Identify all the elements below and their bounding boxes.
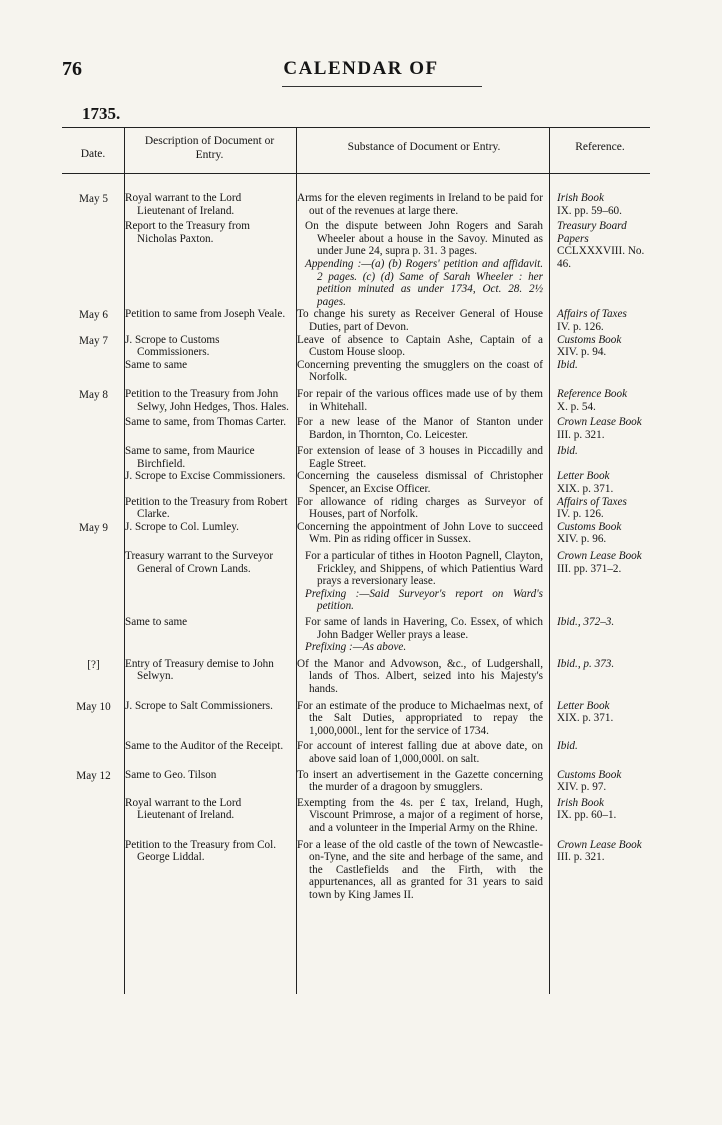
running-title: CALENDAR OF [283,58,439,79]
entry-description: Entry of Treasury demise to John Selwyn. [125,657,274,683]
entry-substance [297,220,549,308]
table-row [62,220,650,308]
reference-book: Customs Book [557,520,622,533]
reference-book: Irish Book [557,192,604,204]
entry-reference [549,496,650,521]
entry-substance: To insert an advertisement in the Gazette concerning the murder of a dragoon by smugglers. [297,768,543,794]
entry-reference [549,616,650,654]
table-row [62,192,650,217]
table-row [62,470,650,495]
entry-description: Petition to the Treasury from John Selwy, John Hedges, Thos. Hales. [125,387,289,413]
reference-book: Ibid. [557,358,578,371]
entry-description: Petition to same from Joseph Veale. [125,308,286,321]
entry-date: May 8 [79,388,108,401]
entry-substance: For extension of lease of 3 houses in Piccadilly and Eagle Street. [297,445,543,470]
reference-book: Affairs of Taxes [557,495,627,508]
entry-reference [549,359,650,384]
reference-book: Customs Book [557,768,622,781]
entry-date [62,416,125,441]
entry-description: Petition to the Treasury from Col. George Liddal. [125,838,277,864]
reference-book: Ibid., 372–3. [557,616,615,628]
entry-date [62,445,125,470]
title-rule [282,86,482,87]
entry-substance: Concerning the appointment of John Love to succeed Wm. Pin as riding officer in Sussex. [297,520,543,546]
table-row [62,496,650,521]
entry-reference [549,220,650,308]
entry-date [62,359,125,384]
entry-reference [549,658,650,696]
table-row [62,616,650,654]
reference-book: Ibid. [557,445,578,458]
substance-prefixing: Prefixing :—As above. [305,641,407,654]
table-row [62,769,650,794]
table-row [62,334,650,359]
entry-description: Same to same, from Thomas Carter. [125,416,287,429]
entry-substance: Exempting from the 4s. per £ tax, Ireland, Hugh, Viscount Primrose, a major of a regiment of horse, and a volunteer in the Imperial Army on the Rhine. [297,796,543,834]
table-row [62,521,650,546]
reference-volume: CCLXXXVIII. No. 46. [557,245,645,270]
table-row [62,658,650,696]
table-row [62,839,650,902]
table-row [62,445,650,470]
entry-substance: For a new lease of the Manor of Stanton under Bardon, in Thornton, Co. Leicester. [297,416,543,441]
reference-volume: X. p. 54. [557,400,596,413]
substance-prefixing: Prefixing :—Said Surveyor's report on Ward's petition. [305,587,543,613]
entry-date: May 9 [79,521,108,534]
header-reference: Reference. [575,141,625,153]
entry-date: May 5 [79,193,108,205]
table-row [62,797,650,835]
reference-book: Crown Lease Book [557,838,642,851]
reference-volume: XIX. p. 371. [557,483,614,496]
table-row [62,740,650,765]
entry-reference [549,388,650,413]
table-row [62,308,650,333]
entry-date [62,740,125,765]
reference-volume: IV. p. 126. [557,508,604,521]
entry-substance: For allowance of riding charges as Surveyor of Houses, part of Norfolk. [297,495,543,521]
entry-description: Same to same [125,616,188,628]
reference-volume: XIV. p. 94. [557,346,607,359]
substance-main: For same of lands in Havering, Co. Essex, of which John Badger Weller prays a lease. [305,616,543,641]
table-row [62,550,650,613]
header-date: Date. [80,148,106,160]
table-row [62,388,650,413]
reference-volume: III. p. 321. [557,428,605,441]
reference-volume: III. p. 321. [557,851,605,864]
entry-reference [549,334,650,359]
table-row [62,416,650,441]
entry-reference [549,740,650,765]
entry-reference [549,308,650,333]
entry-reference [549,470,650,495]
reference-book: Crown Lease Book [557,416,642,429]
reference-book: Customs Book [557,333,622,346]
entry-reference [549,839,650,902]
reference-volume: IV. p. 126. [557,320,604,333]
reference-book: Treasury Board Papers [557,220,627,245]
page-number: 76 [62,58,82,80]
header-substance: Substance of Document or Entry. [347,141,501,153]
top-rule [62,127,650,128]
entry-reference [549,416,650,441]
entry-date: [?] [87,658,100,671]
entry-substance: Of the Manor and Advowson, &c., of Ludgershall, lands of Thos. Albert, seized into his Majesty's hands. [297,657,543,695]
table-row [62,700,650,738]
reference-volume: IX. pp. 60–1. [557,809,617,822]
reference-book: Letter Book [557,699,610,712]
entry-date [62,797,125,835]
entry-description: Same to the Auditor of the Receipt. [125,740,284,753]
entry-description: Treasury warrant to the Surveyor General of Crown Lands. [125,550,274,575]
entry-date: May 10 [76,700,111,713]
reference-book: Ibid., p. 373. [557,657,615,670]
entry-description: Report to the Treasury from Nicholas Paxton. [125,220,250,245]
reference-volume: III. pp. 371–2. [557,562,622,575]
entry-reference [549,797,650,835]
year-heading: 1735. [82,104,121,123]
substance-main: For a particular of tithes in Hooton Pagnell, Clayton, Frickley, and Shippens, of which Patientius Ward prays a reversionary lease. [305,550,543,588]
entry-substance: For an estimate of the produce to Michaelmas next, of the Salt Duties, appropriated to repay the 1,000,000l., lent for the service of 1734. [297,699,543,737]
table-row [62,359,650,384]
entry-substance: For a lease of the old castle of the town of Newcastle-on-Tyne, and the site and herbage of the same, and the Castlefields and the Firth, with the appurtenances, all as granted for 31 years to said town by King James II. [297,838,543,901]
entry-reference [549,521,650,546]
entry-description: Same to same [125,358,188,371]
entry-substance: For repair of the various offices made use of by them in Whitehall. [297,387,543,413]
entry-reference [549,769,650,794]
entry-substance: Concerning the causeless dismissal of Christopher Spencer, an Excise Officer. [297,470,543,496]
entry-substance [297,550,549,613]
entry-date [62,550,125,613]
entry-reference [549,445,650,470]
entry-date: May 7 [79,334,108,347]
reference-book: Affairs of Taxes [557,308,627,321]
reference-volume: XIV. p. 96. [557,533,607,546]
reference-volume: XIX. p. 371. [557,712,614,725]
entry-description: Royal warrant to the Lord Lieutenant of Ireland. [125,796,242,822]
reference-book: Irish Book [557,796,604,809]
entry-description: Royal warrant to the Lord Lieutenant of Ireland. [125,192,242,217]
entry-reference [549,550,650,613]
entry-substance [297,616,549,654]
reference-book: Crown Lease Book [557,550,642,563]
reference-book: Ibid. [557,740,578,753]
reference-book: Reference Book [557,387,628,400]
entry-date [62,496,125,521]
entry-date [62,839,125,902]
entry-description: J. Scrope to Customs Commissioners. [125,333,220,359]
entry-description: J. Scrope to Col. Lumley. [125,520,239,533]
header-description: Description of Document or Entry. [144,135,275,161]
entry-substance: For account of interest falling due at above date, on above said loan of 1,000,000l. on salt. [297,740,543,765]
entry-substance: Arms for the eleven regiments in Ireland to be paid for out of the revenues at large there. [297,192,543,217]
entry-reference [549,700,650,738]
entry-substance: Leave of absence to Captain Ashe, Captain of a Custom House sloop. [297,333,543,359]
entry-reference [549,192,650,217]
entry-description: Same to same, from Maurice Birchfield. [125,445,255,470]
entry-date: May 6 [79,309,108,322]
entry-date: May 12 [76,769,111,782]
entry-date [62,470,125,495]
entry-description: J. Scrope to Excise Commissioners. [125,470,286,483]
entry-date [62,220,125,308]
reference-book: Letter Book [557,470,610,483]
entry-date [62,616,125,654]
entry-substance: To change his surety as Receiver General of House Duties, part of Devon. [297,308,543,333]
header-rule [62,173,650,174]
reference-volume: IX. pp. 59–60. [557,204,622,217]
substance-main: On the dispute between John Rogers and Sarah Wheeler about a house in the Savoy. Minuted as under June 24, supra p. 31. 3 pages. [305,220,543,258]
reference-volume: XIV. p. 97. [557,781,607,794]
entry-description: Petition to the Treasury from Robert Clarke. [125,495,288,521]
entry-description: J. Scrope to Salt Commissioners. [125,699,273,712]
entry-substance: Concerning preventing the smugglers on the coast of Norfolk. [297,358,543,384]
entry-description: Same to Geo. Tilson [125,768,217,781]
substance-appending: Appending :—(a) (b) Rogers' petition and affidavit. 2 pages. (c) (d) Same of Sarah Wheeler : her petition minuted as under 1734, Oct. 28. 2½ pages. [305,257,543,308]
table-body [62,188,650,901]
